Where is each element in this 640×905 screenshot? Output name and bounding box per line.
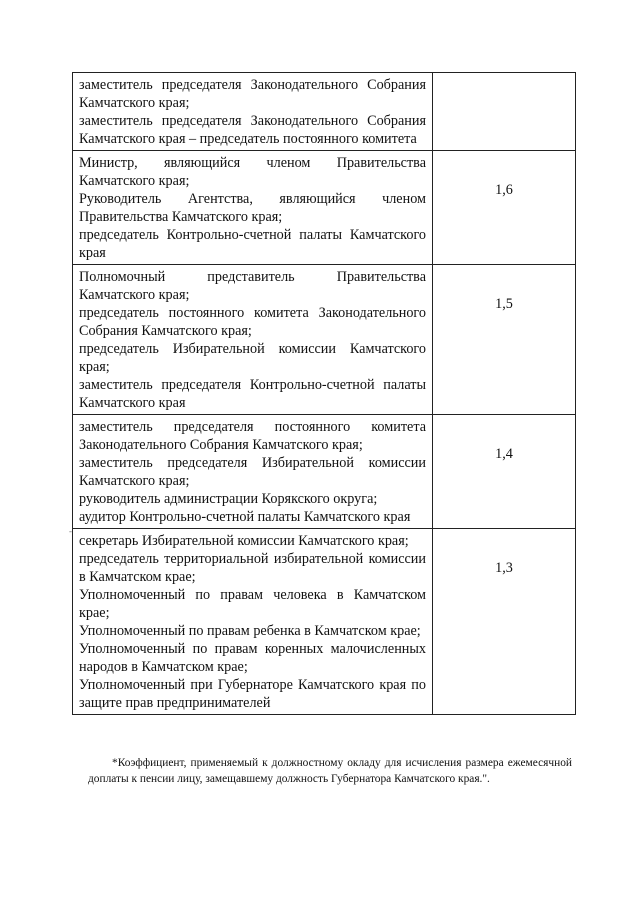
coefficient-value: 1,4 — [495, 446, 513, 462]
position-item: секретарь Избирательной комиссии Камчатского края; — [79, 533, 409, 549]
coefficient-value: 1,5 — [495, 296, 513, 312]
footnote: *Коэффициент, применяемый к должностному окладу для исчисления размера ежемесячной доплаты к пенсии лицу, замещавшему должность Губернатора Камчатского края.". — [88, 757, 572, 786]
coefficient-cell — [433, 529, 576, 715]
position-item: председатель Избирательной комиссии Камчатского края; — [79, 341, 426, 375]
margin-mark: - — [69, 526, 72, 536]
position-item: заместитель председателя Законодательного Собрания Камчатского края – председатель постоянного комитета — [79, 113, 426, 147]
table-row — [73, 151, 576, 265]
position-item: заместитель председателя Контрольно-счетной палаты Камчатского края — [79, 377, 426, 411]
position-item: Уполномоченный при Губернаторе Камчатского края по защите прав предпринимателей — [79, 677, 426, 711]
position-item: заместитель председателя Избирательной комиссии Камчатского края; — [79, 455, 426, 489]
positions-cell — [73, 151, 433, 265]
coefficient-table — [72, 72, 576, 715]
position-item: Полномочный представитель Правительства Камчатского края; — [79, 269, 426, 303]
position-item: председатель постоянного комитета Законодательного Собрания Камчатского края; — [79, 305, 426, 339]
position-item: Руководитель Агентства, являющийся членом Правительства Камчатского края; — [79, 191, 426, 225]
position-item: Министр, являющийся членом Правительства Камчатского края; — [79, 155, 426, 189]
positions-cell — [73, 265, 433, 415]
position-item: руководитель администрации Корякского округа; — [79, 491, 378, 507]
position-item: председатель территориальной избирательной комиссии в Камчатском крае; — [79, 551, 426, 585]
table-row — [73, 529, 576, 715]
position-item: аудитор Контрольно-счетной палаты Камчатского края — [79, 509, 411, 525]
position-item: заместитель председателя Законодательного Собрания Камчатского края; — [79, 77, 426, 111]
table-row — [73, 265, 576, 415]
position-item: председатель Контрольно-счетной палаты Камчатского края — [79, 227, 426, 261]
position-item: Уполномоченный по правам коренных малочисленных народов в Камчатском крае; — [79, 641, 426, 675]
coefficient-cell — [433, 73, 576, 151]
position-item: Уполномоченный по правам ребенка в Камчатском крае; — [79, 623, 421, 639]
coefficient-cell — [433, 265, 576, 415]
position-item: Уполномоченный по правам человека в Камчатском крае; — [79, 587, 426, 621]
coefficient-cell — [433, 151, 576, 265]
positions-cell — [73, 415, 433, 529]
positions-cell — [73, 529, 433, 715]
coefficient-value: 1,3 — [495, 560, 513, 576]
positions-cell — [73, 73, 433, 151]
table-row — [73, 73, 576, 151]
table-row — [73, 415, 576, 529]
coefficient-value: 1,6 — [495, 182, 513, 198]
position-item: заместитель председателя постоянного комитета Законодательного Собрания Камчатского края; — [79, 419, 426, 453]
coefficient-cell — [433, 415, 576, 529]
